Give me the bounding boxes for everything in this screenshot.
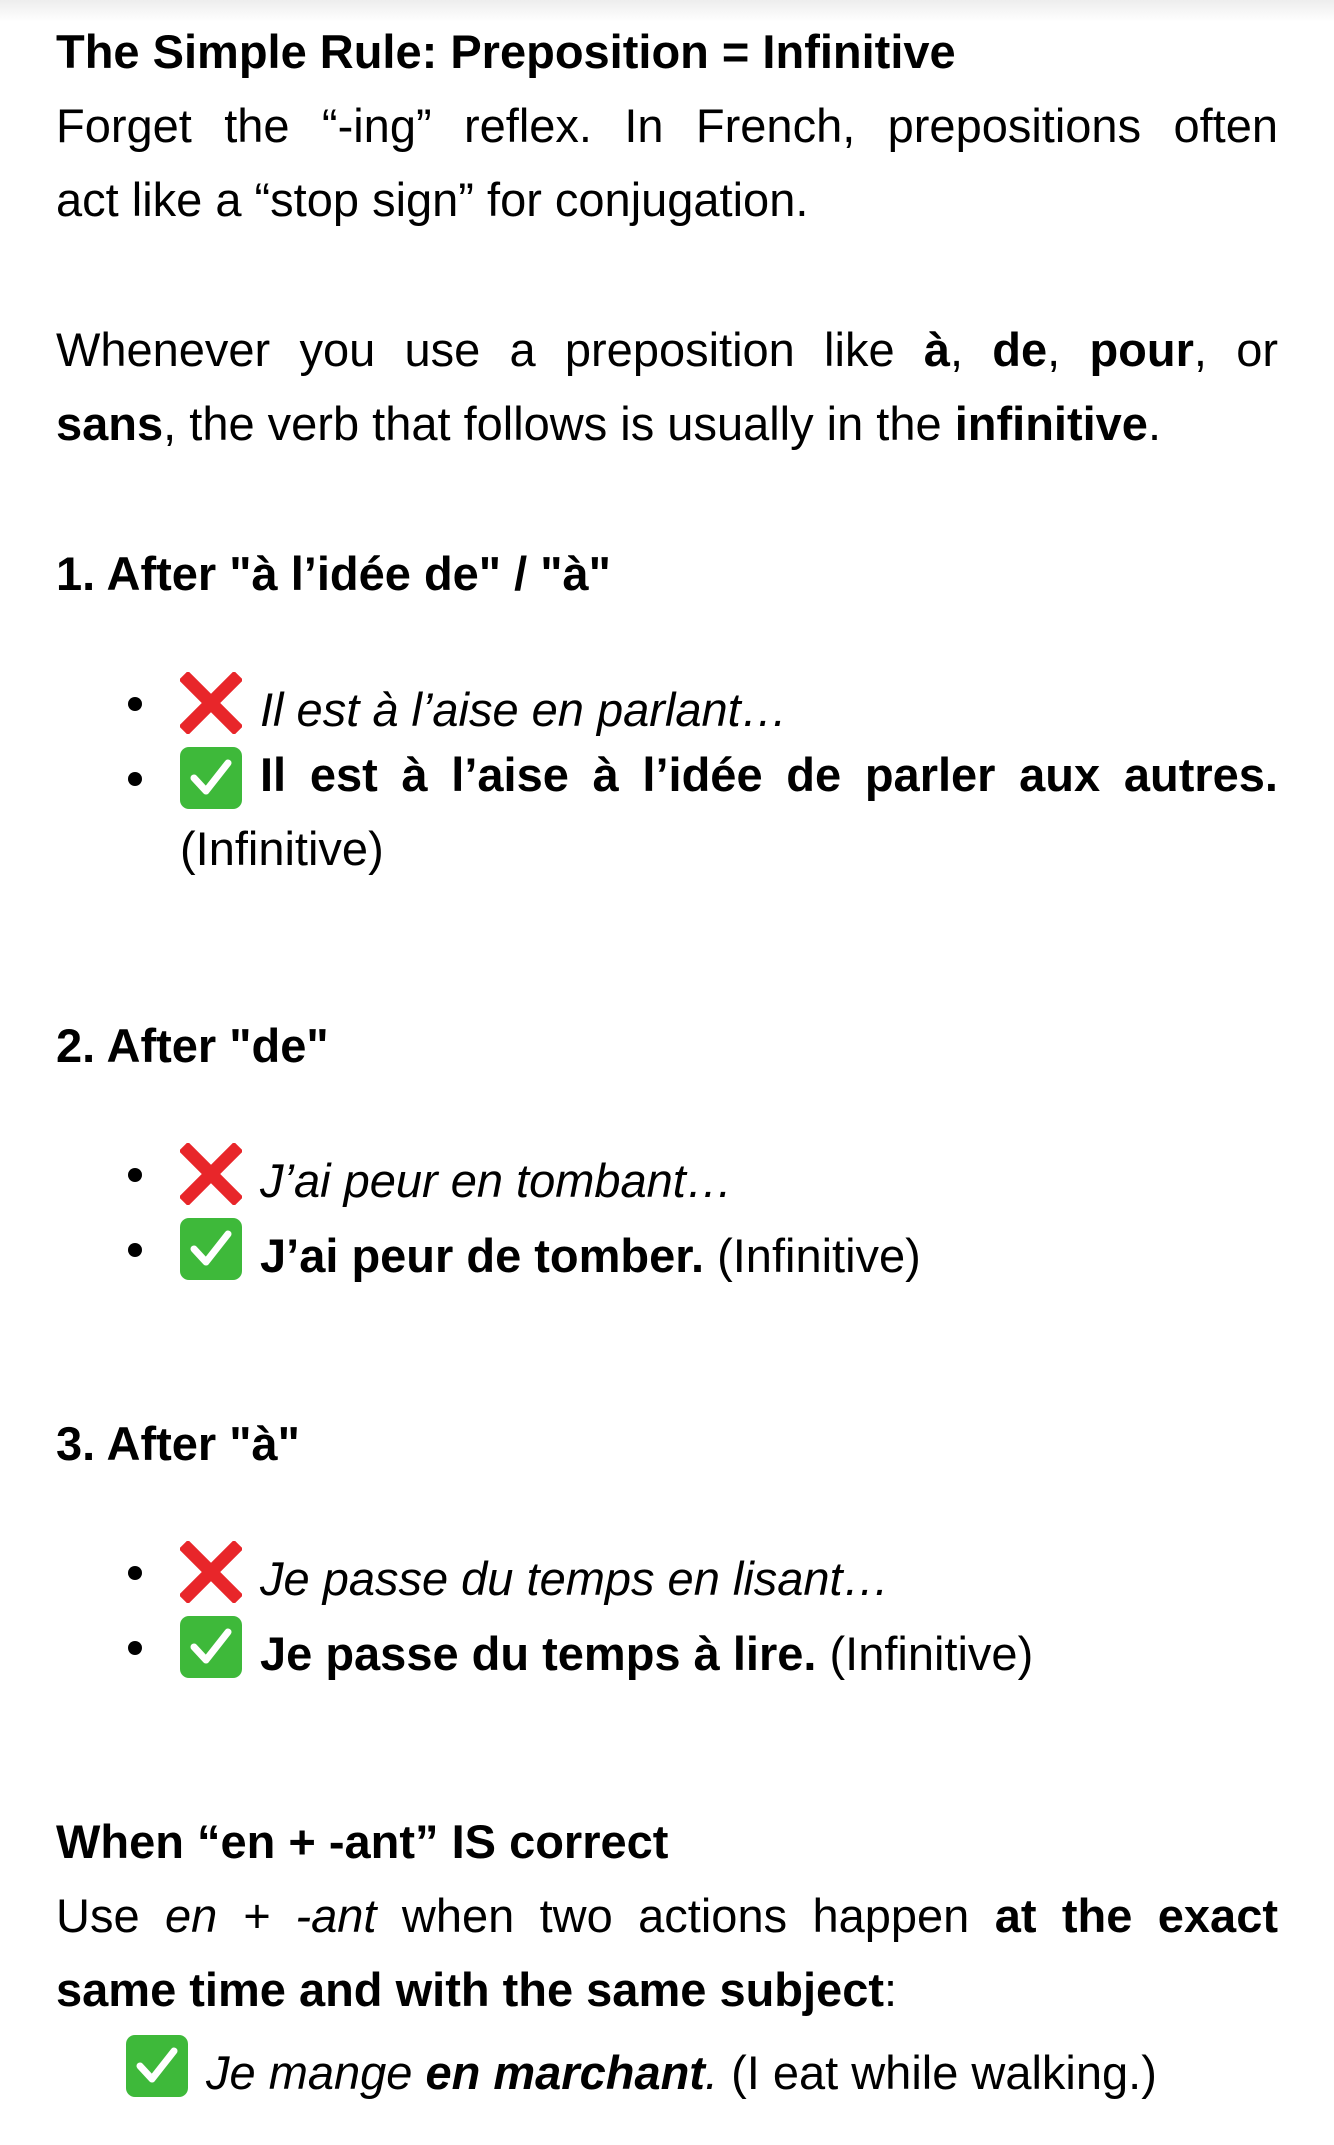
- bullet: [128, 1243, 142, 1257]
- example-bold-italic: en marchant: [425, 2046, 705, 2099]
- cross-mark-icon: [180, 1541, 242, 1603]
- right-sentence: J’ai peur de tomber.: [260, 1229, 705, 1282]
- right-sentence: Il est à l’aise à l’idée de parler aux autres.: [260, 748, 1278, 801]
- example-2-heading: 2. After "de": [56, 1019, 329, 1072]
- final-bold: at the exact: [994, 1889, 1278, 1942]
- example-1-note: (Infinitive): [180, 822, 384, 875]
- check-mark-button-icon: [180, 747, 242, 809]
- wrong-sentence: Je passe du temps en lisant…: [260, 1552, 890, 1605]
- rule-bold-de: de: [992, 323, 1048, 376]
- final-example: [126, 2035, 1157, 2100]
- rule-line-2: [56, 396, 1161, 451]
- rule-text: Whenever you use a preposition like: [56, 323, 924, 376]
- example-1-right: [180, 747, 1278, 809]
- final-bold: same time and with the same subject: [56, 1963, 884, 2016]
- bullet: [128, 772, 142, 786]
- bullet: [128, 1566, 142, 1580]
- rule-line-1: [56, 322, 1278, 377]
- check-mark-button-icon: [180, 1218, 242, 1280]
- example-1-wrong: [180, 672, 788, 737]
- final-italic: en + -ant: [164, 1889, 377, 1942]
- rule-bold-a: à: [923, 323, 950, 376]
- example-translation: (I eat while walking.): [718, 2046, 1157, 2099]
- example-2-wrong: [180, 1143, 733, 1208]
- rule-text: , the verb that follows is usually in the: [163, 397, 955, 450]
- example-italic: .: [704, 2046, 719, 2099]
- section-title: The Simple Rule: Preposition = Infinitive: [56, 25, 956, 78]
- example-italic: Je mange: [206, 2046, 426, 2099]
- final-text: Use: [56, 1889, 165, 1942]
- check-mark-button-icon: [180, 1616, 242, 1678]
- right-note: (Infinitive): [717, 1229, 921, 1282]
- final-line-2: [56, 1962, 897, 2017]
- example-3-heading: 3. After "à": [56, 1417, 300, 1470]
- intro-line-2: act like a “stop sign” for conjugation.: [56, 173, 809, 226]
- cross-mark-icon: [180, 672, 242, 734]
- intro-line-1: Forget the “-ing” reflex. In French, prepositions often: [56, 99, 1278, 152]
- example-2-right: [180, 1218, 921, 1283]
- bullet: [128, 1168, 142, 1182]
- top-shade: [0, 0, 1334, 22]
- example-3-right: [180, 1616, 1033, 1681]
- right-note: (Infinitive): [829, 1627, 1034, 1680]
- rule-bold-pour: pour: [1089, 323, 1194, 376]
- bullet: [128, 697, 142, 711]
- wrong-sentence: J’ai peur en tombant…: [260, 1154, 733, 1207]
- rule-bold-sans: sans: [56, 397, 164, 450]
- example-1-heading: 1. After "à l’idée de" / "à": [56, 547, 611, 600]
- cross-mark-icon: [180, 1143, 242, 1205]
- final-line-1: [56, 1888, 1278, 1943]
- final-text: :: [884, 1963, 898, 2016]
- rule-text: ,: [1047, 323, 1090, 376]
- check-mark-button-icon: [126, 2035, 188, 2097]
- rule-bold-infinitive: infinitive: [954, 397, 1148, 450]
- final-heading: When “en + -ant” IS correct: [56, 1815, 669, 1868]
- rule-text: , or: [1193, 323, 1278, 376]
- rule-text: .: [1147, 397, 1162, 450]
- wrong-sentence: Il est à l’aise en parlant…: [260, 683, 788, 736]
- final-text: when two actions happen: [376, 1889, 995, 1942]
- example-3-wrong: [180, 1541, 890, 1606]
- right-sentence: Je passe du temps à lire.: [260, 1627, 817, 1680]
- rule-text: ,: [949, 323, 993, 376]
- bullet: [128, 1641, 142, 1655]
